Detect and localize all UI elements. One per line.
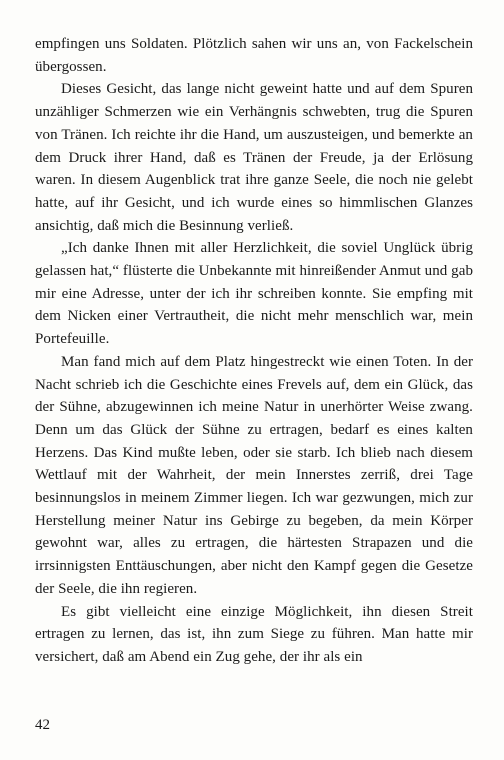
paragraph: Dieses Gesicht, das lange nicht geweint hatte und auf dem Spuren unzähliger Schmerzen wie ein Verhängnis schwebten, trug die Spuren von Tränen. Ich reichte ihr die Hand, um auszusteigen, und bemerkte an dem Druck ihrer Hand, daß es Tränen der Freude, ja der Erlösung waren. In diesem Augenblick trat ihre ganze Seele, die noch nie gelebt hatte, auf ihr Gesicht, und ich wurde eines so himmlischen Glanzes ansichtig, daß mich die Besinnung verließ.	[35, 81, 473, 234]
page-number: 42	[35, 717, 50, 733]
paragraph-continuation: empfingen uns Soldaten. Plötzlich sahen wir uns an, von Fackelschein übergossen.	[35, 36, 473, 75]
paragraph: „Ich danke Ihnen mit aller Herzlichkeit, die soviel Unglück übrig gelassen hat,“ flüsterte die Unbekannte mit hinreißender Anmut und gab mir eine Adresse, unter der ich ihr schreiben konnte. Sie empfing mit dem Nicken einer Vertrautheit, die nicht mehr menschlich war, mein Portefeuille.	[35, 240, 473, 348]
paragraph: Man fand mich auf dem Platz hingestreckt wie einen Toten. In der Nacht schrieb ich die Geschichte eines Frevels auf, dem ein Glück, das der Sühne, abzugewinnen ich meine Natur in unerhörter Weise zwang. Denn um das Glück der Sühne zu ertragen, bedarf es eines kalten Herzens. Das Kind mußte leben, oder sie starb. Ich blieb nach diesem Wettlauf mit der Wahrheit, der mein Innerstes zerriß, drei Tage besinnungslos in meinem Zimmer liegen. Ich war gezwungen, mich zur Herstellung meiner Natur ins Gebirge zu begeben, da mein Körper gewohnt war, alles zu ertragen, die härtesten Strapazen und die irrsinnigsten Enttäuschungen, aber nicht den Kampf gegen die Gesetze der Seele, die ihn regieren.	[35, 353, 473, 597]
paragraph: Es gibt vielleicht eine einzige Möglichkeit, ihn diesen Streit ertragen zu lernen, das ist, ihn zum Siege zu führen. Man hatte mir versichert, daß am Abend ein Zug gehe, der ihr als ein	[35, 603, 473, 665]
body-text	[35, 33, 473, 669]
